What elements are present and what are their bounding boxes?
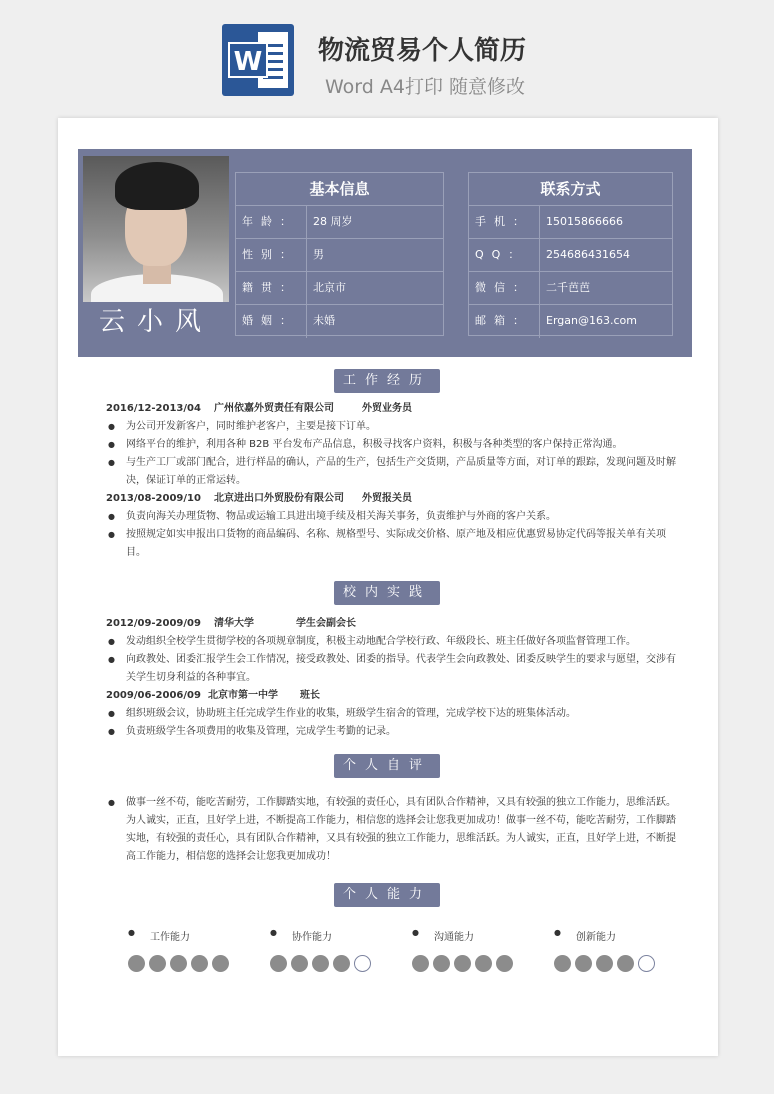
banner-subtitle: Word A4打印 随意修改 xyxy=(325,76,526,98)
contact-row xyxy=(469,239,672,272)
field-label: 婚姻： xyxy=(236,305,307,338)
eval-content xyxy=(106,794,676,866)
rating-dot-filled xyxy=(191,955,208,972)
rating-dot-filled xyxy=(333,955,350,972)
rating-dot-filled xyxy=(454,955,471,972)
campus-entry-header: 2012/09-2009/09 清华大学 学生会副会长 xyxy=(106,618,356,629)
field-value: 254686431654 xyxy=(546,248,630,261)
banner-title: 物流贸易个人简历 xyxy=(318,36,527,66)
rating-dot-filled xyxy=(412,955,429,972)
list-item: ● 与生产工厂或部门配合，进行样品的确认，产品的生产，包括生产交货期，产品质量等方面，对订单的跟踪，发现问题及时解决，保证订单的正常运转。 xyxy=(106,454,676,490)
basic-row xyxy=(236,305,443,338)
field-value: 15015866666 xyxy=(546,215,623,228)
rating-dot-filled xyxy=(170,955,187,972)
profile-header xyxy=(78,149,692,357)
skill-label: ● 创新能力 xyxy=(554,928,674,943)
skill-item xyxy=(128,928,248,972)
basic-info-box xyxy=(235,172,444,336)
campus-entry-header: 2009/06-2006/09 北京市第一中学 班长 xyxy=(106,690,320,701)
skill-label: ● 协作能力 xyxy=(270,928,390,943)
candidate-name: 云小风 xyxy=(98,307,213,337)
field-label: 年龄： xyxy=(236,206,307,238)
list-item: ● 发动组织全校学生贯彻学校的各项规章制度，积极主动地配合学校行政、年级段长、班主任做好各项监督管理工作。 xyxy=(106,633,676,651)
skill-rating xyxy=(554,955,674,972)
field-label: 性别： xyxy=(236,239,307,271)
rating-dot-filled xyxy=(496,955,513,972)
banner xyxy=(0,0,774,110)
field-label: 手机： xyxy=(469,206,540,238)
skill-item xyxy=(270,928,390,972)
rating-dot-filled xyxy=(475,955,492,972)
field-value: Ergan@163.com xyxy=(546,314,637,327)
rating-dot-filled xyxy=(433,955,450,972)
field-label: 微信： xyxy=(469,272,540,304)
campus-content xyxy=(106,615,676,741)
rating-dot-filled xyxy=(596,955,613,972)
field-label: QQ： xyxy=(469,239,540,271)
contact-row xyxy=(469,305,672,338)
basic-row xyxy=(236,239,443,272)
word-icon: W xyxy=(222,24,294,96)
skill-rating xyxy=(128,955,248,972)
rating-dot-filled xyxy=(212,955,229,972)
rating-dot-filled xyxy=(149,955,166,972)
work-entry-header: 2016/12-2013/04 广州依嘉外贸责任有限公司 外贸业务员 xyxy=(106,403,412,414)
rating-dot-empty xyxy=(638,955,655,972)
skill-rating xyxy=(412,955,532,972)
resume-page xyxy=(58,118,718,1056)
skill-label: ● 沟通能力 xyxy=(412,928,532,943)
skill-item xyxy=(554,928,674,972)
skill-item xyxy=(412,928,532,972)
section-ability-title: 个人能力 xyxy=(334,883,440,907)
skill-rating xyxy=(270,955,390,972)
contact-row xyxy=(469,272,672,305)
rating-dot-filled xyxy=(291,955,308,972)
rating-dot-filled xyxy=(575,955,592,972)
basic-row xyxy=(236,272,443,305)
field-value: 未婚 xyxy=(313,314,335,327)
rating-dot-empty xyxy=(354,955,371,972)
list-item: ● 组织班级会议，协助班主任完成学生作业的收集，班级学生宿舍的管理，完成学校下达的班集体活动。 xyxy=(106,705,676,723)
rating-dot-filled xyxy=(270,955,287,972)
rating-dot-filled xyxy=(554,955,571,972)
field-label: 籍贯： xyxy=(236,272,307,304)
list-item: ● 按照规定如实申报出口货物的商品编码、名称、规格型号、实际成交价格、原产地及相应优惠贸易协定代码等报关单有关项目。 xyxy=(106,526,676,562)
section-campus-title: 校内实践 xyxy=(334,581,440,605)
field-value: 北京市 xyxy=(313,281,346,294)
rating-dot-filled xyxy=(128,955,145,972)
field-value: 二千芭芭 xyxy=(546,281,590,294)
field-value: 男 xyxy=(313,248,324,261)
contact-title: 联系方式 xyxy=(469,173,672,206)
list-item: ● 负责向海关办理货物、物品或运输工具进出境手续及相关海关事务，负责维护与外商的客户关系。 xyxy=(106,508,676,526)
list-item: ● 网络平台的维护，利用各种 B2B 平台发布产品信息，积极寻找客户资料，积极与各种类型的客户保持正常沟通。 xyxy=(106,436,676,454)
rating-dot-filled xyxy=(312,955,329,972)
basic-row xyxy=(236,206,443,239)
basic-info-title: 基本信息 xyxy=(236,173,443,206)
field-value: 28 周岁 xyxy=(313,215,353,228)
section-eval-title: 个人自评 xyxy=(334,754,440,778)
profile-photo xyxy=(83,156,229,302)
rating-dot-filled xyxy=(617,955,634,972)
section-work-title: 工作经历 xyxy=(334,369,440,393)
list-item: ● 向政教处、团委汇报学生会工作情况，接受政教处、团委的指导。代表学生会向政教处、团委反映学生的要求与愿望，交涉有关学生切身利益的各种事宜。 xyxy=(106,651,676,687)
list-item: ● 为公司开发新客户，同时维护老客户，主要是接下订单。 xyxy=(106,418,676,436)
work-entry-header: 2013/08-2009/10 北京进出口外贸股份有限公司 外贸报关员 xyxy=(106,493,412,504)
contact-row xyxy=(469,206,672,239)
skill-label: ● 工作能力 xyxy=(128,928,248,943)
contact-box xyxy=(468,172,673,336)
list-item: ● 负责班级学生各项费用的收集及管理，完成学生考勤的记录。 xyxy=(106,723,676,741)
field-label: 邮箱： xyxy=(469,305,540,338)
work-content xyxy=(106,400,676,562)
eval-text: ● 做事一丝不苟，能吃苦耐劳，工作脚踏实地，有较强的责任心，具有团队合作精神，又具有较强的独立工作能力，思维活跃。为人诚实，正直，且好学上进，不断提高工作能力，相信您的选择会让您我更加成功！做事一丝不苟，能吃苦耐劳，工作脚踏实地，有较强的责任心，具有团队合作精神，又具有较强的独立工作能力，思维活跃。为人诚实，正直，且好学上进，不断提高工作能力，相信您的选择会让您我更加成功！ xyxy=(106,794,676,866)
